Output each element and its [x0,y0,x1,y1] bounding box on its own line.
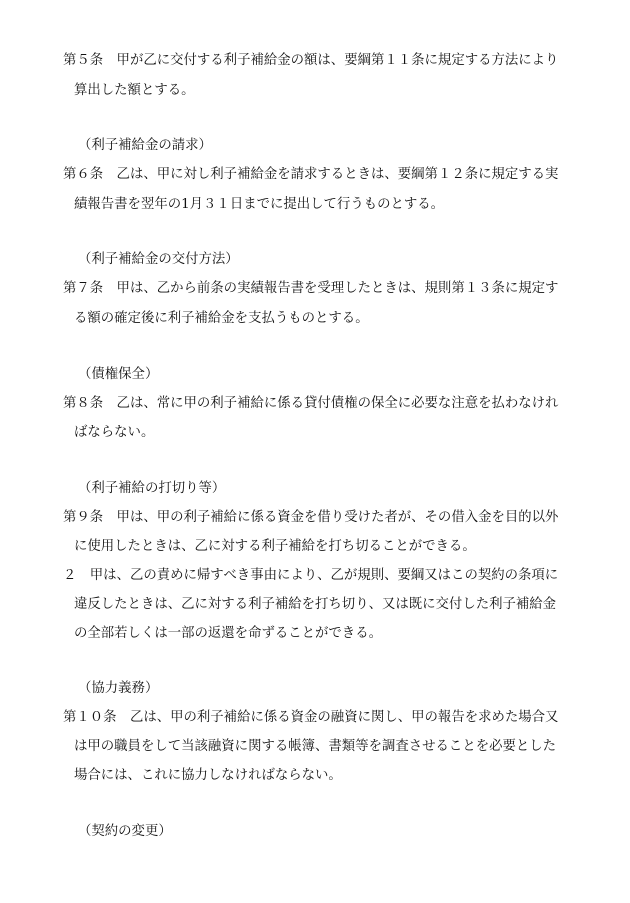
article-10-line-2: は甲の職員をして当該融資に関する帳簿、書類等を調査させることを必要とした [74,739,557,754]
article-11-heading: （契約の変更） [78,824,172,839]
article-6-line-2: 績報告書を翌年の1月３１日までに提出して行うものとする。 [74,197,445,212]
article-9-para2-line-2: 違反したときは、乙に対する利子補給を打ち切り、又は既に交付した利子補給金 [74,597,557,612]
article-10-line-1: 第１０条 乙は、甲の利子補給に係る資金の融資に関し、甲の報告を求めた場合又 [63,710,559,725]
article-10-line-3: 場合には、これに協力しなければならない。 [74,768,342,783]
article-8-line-2: ばならない。 [74,425,155,440]
article-5-line-2: 算出した額とする。 [74,83,195,98]
article-6-heading: （利子補給金の請求） [78,138,212,153]
article-9-line-2: に使用したときは、乙に対する利子補給を打ち切ることができる。 [74,539,476,554]
article-5-line-1: 第５条 甲が乙に交付する利子補給金の額は、要綱第１１条に規定する方法により [63,53,559,68]
article-8-line-1: 第８条 乙は、常に甲の利子補給に係る貸付債権の保全に必要な注意を払わなけれ [63,396,559,411]
article-7-heading: （利子補給金の交付方法） [78,252,239,267]
article-7-line-1: 第７条 甲は、乙から前条の実績報告書を受理したときは、規則第１３条に規定す [63,281,559,296]
article-8-heading: （債権保全） [78,367,159,382]
article-9-line-1: 第９条 甲は、甲の利子補給に係る資金を借り受けた者が、その借入金を目的以外 [63,510,559,525]
article-9-para2-line-1: ２ 甲は、乙の責めに帰すべき事由により、乙が規則、要綱又はこの契約の条項に [63,568,559,583]
article-9-heading: （利子補給の打切り等） [78,481,226,496]
article-10-heading: （協力義務） [78,681,159,696]
article-9-para2-line-3: の全部若しくは一部の返還を命ずることができる。 [74,626,382,641]
article-7-line-2: る額の確定後に利子補給金を支払うものとする。 [74,311,369,326]
article-6-line-1: 第６条 乙は、甲に対し利子補給金を請求するときは、要綱第１２条に規定する実 [63,167,559,182]
